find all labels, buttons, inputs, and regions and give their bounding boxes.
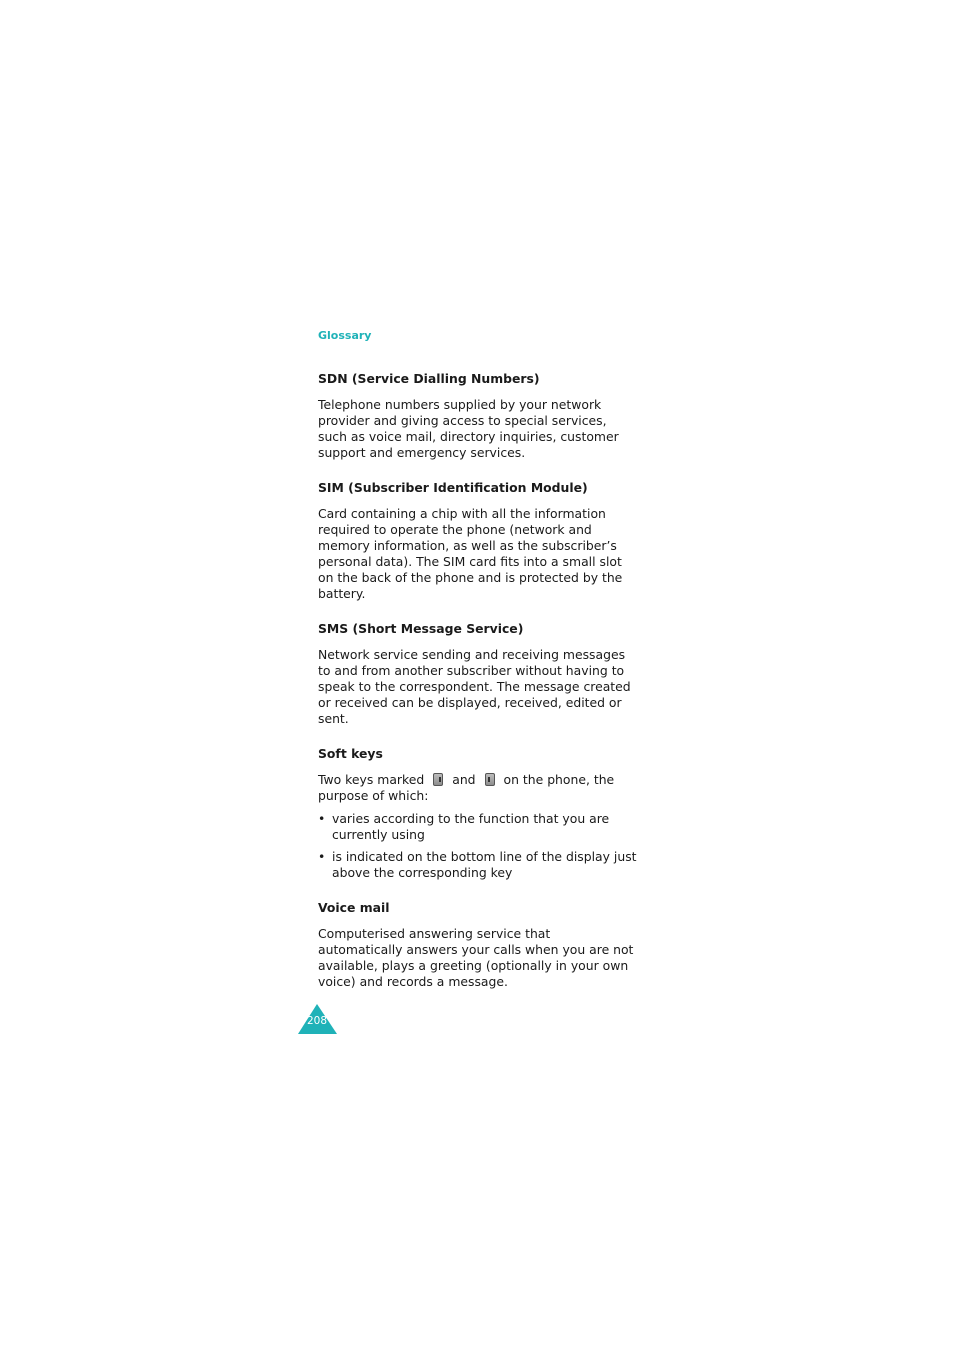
term-heading: Voice mail xyxy=(318,900,390,915)
bullet-item: • varies according to the function that you are currently using xyxy=(318,811,638,843)
glossary-content xyxy=(318,328,638,1009)
glossary-entry-voice-mail xyxy=(318,900,638,990)
term-definition: Telephone numbers supplied by your network provider and giving access to special services, such as voice mail, directory inquiries, customer support and emergency services. xyxy=(318,397,619,460)
page-number-badge xyxy=(298,1003,338,1035)
definition-text: and xyxy=(452,772,476,787)
glossary-entry-sim xyxy=(318,480,638,602)
term-definition: Computerised answering service that automatically answers your calls when you are not available, plays a greeting (optionally in your own voice) and records a message. xyxy=(318,926,634,989)
term-definition xyxy=(318,772,638,804)
definition-text: Two keys marked xyxy=(318,772,425,787)
left-soft-key-icon xyxy=(433,773,443,786)
glossary-entry-sms xyxy=(318,621,638,727)
term-heading: Soft keys xyxy=(318,746,383,761)
term-heading: SDN (Service Dialling Numbers) xyxy=(318,371,540,386)
glossary-entry-soft-keys xyxy=(318,746,638,881)
definition-text: on the phone, the purpose of which: xyxy=(318,772,615,803)
page-number: 208 xyxy=(306,1015,328,1027)
right-soft-key-icon xyxy=(485,773,495,786)
term-definition: Card containing a chip with all the information required to operate the phone (network and memory information, as well as the subscriber’s personal data). The SIM card fits into a small slot on the back of the phone and is protected by the battery. xyxy=(318,506,623,601)
section-title: Glossary xyxy=(318,329,372,342)
term-heading: SMS (Short Message Service) xyxy=(318,621,524,636)
term-heading: SIM (Subscriber Identification Module) xyxy=(318,480,588,495)
bullet-list xyxy=(318,811,638,881)
term-definition: Network service sending and receiving messages to and from another subscriber without having to speak to the correspondent. The message created or received can be displayed, received, edited or sent. xyxy=(318,647,631,726)
glossary-entry-sdn xyxy=(318,371,638,461)
bullet-item: • is indicated on the bottom line of the display just above the corresponding key xyxy=(318,849,638,881)
